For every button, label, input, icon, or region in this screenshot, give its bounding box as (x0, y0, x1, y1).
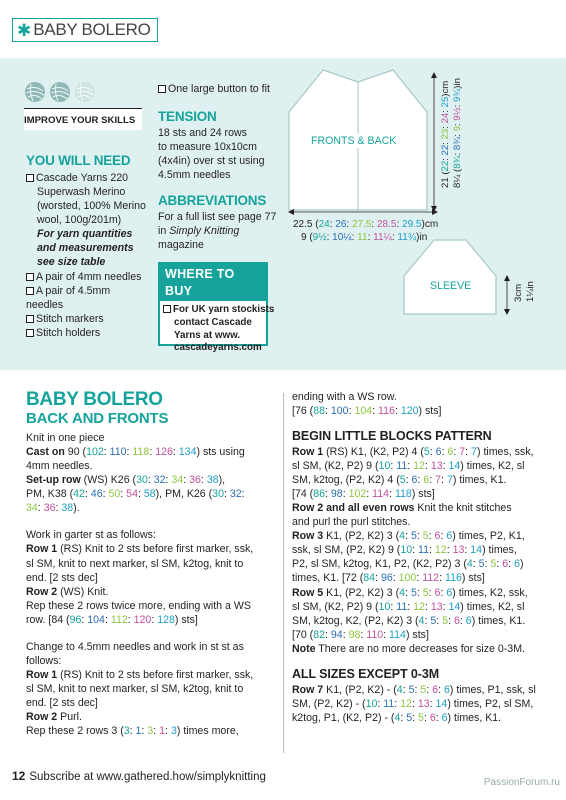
pattern-text: [70 (82: 94: 98: 110: 114) sts] (292, 628, 429, 641)
fronts-back-label: FRONTS & BACK (305, 134, 402, 148)
row-text: Row 1 (RS) Knit to 2 sts before first marker, ssk, (26, 669, 254, 682)
pattern-text: 34: 36: 38). (26, 502, 80, 515)
need-item: A pair of 4mm needles (36, 270, 142, 283)
sleeve-arrow (503, 275, 511, 315)
width-arrow (288, 208, 438, 216)
need-note: and measurements (37, 242, 134, 255)
tension-text: 18 sts and 24 rows (158, 127, 247, 140)
abbreviations-text: For a full list see page 77 (158, 211, 277, 224)
yarn-ball-icon (50, 82, 70, 102)
need-note: For yarn quantities (37, 228, 133, 241)
page-footer (12, 769, 266, 785)
pattern-text: and purl the purl stitches. (292, 516, 411, 529)
note-text: Note There are no more decreases for size 0-3M. (292, 642, 525, 655)
sleeve-cm: 3cm (513, 283, 524, 302)
sleeve-in: 1¼in (525, 281, 536, 302)
skills-label-box (24, 108, 142, 130)
pattern-text: SM, k2tog, (P2, K2) 4 (5: 6: 6: 7: 7) times, K1. (292, 473, 507, 486)
need-item: wool, 100g/201m) (37, 214, 122, 227)
row-text: Row 1 (RS) K1, (K2, P2) 4 (5: 6: 6: 7: 7) times, ssk, (292, 445, 534, 458)
checkbox-icon (26, 273, 34, 281)
need-item: A pair of 4.5mm (36, 284, 111, 297)
checkbox-icon (26, 315, 34, 323)
you-will-need-heading: YOU WILL NEED (26, 153, 131, 168)
need-item: Stitch markers (36, 312, 104, 325)
page-header (12, 18, 158, 42)
need-item: (worsted, 100% Merino (37, 200, 146, 213)
pattern-text: SM, (P2, K2) - (10: 11: 12: 13: 14) times, P2, sl SM, (292, 697, 534, 710)
row-text: Row 5 K1, (P2, K2) 3 (4: 5: 5: 6: 6) times, K2, ssk, (292, 586, 528, 599)
width-in: 9 (9½: 10¼: 11: 11¼: 11¾)in (301, 232, 428, 243)
asterisk-icon: ✱ (17, 20, 32, 40)
checkbox-icon (26, 287, 34, 295)
pattern-text: [76 (88: 100: 104: 116: 120) sts] (292, 405, 442, 418)
pattern-right-column (292, 390, 554, 725)
row-text: Row 3 K1, (P2, K2) 3 (4: 5: 5: 6: 6) times, P2, K1, (292, 530, 525, 543)
pattern-text: Knit in one piece (26, 431, 105, 444)
need-item: needles (26, 298, 64, 311)
skill-level-icons (25, 82, 100, 106)
pattern-subtitle: BACK AND FRONTS (26, 410, 169, 427)
checkbox-icon (158, 85, 166, 93)
skills-label: IMPROVE YOUR SKILLS (24, 115, 136, 126)
row-text: Row 2 (WS) Knit. (26, 585, 109, 598)
pattern-text: row. [84 (96: 104: 112: 120: 128) sts] (26, 613, 198, 626)
watermark: PassionForum.ru (483, 777, 560, 788)
pattern-title: BABY BOLERO (26, 389, 163, 410)
row-text: Row 1 (RS) Knit to 2 sts before first marker, ssk, (26, 543, 254, 556)
yarn-ball-icon (75, 82, 95, 102)
pattern-text: PM, K38 (42: 46: 50: 54: 58), PM, K26 (30: 32: (26, 488, 245, 501)
width-cm: 22.5 (24: 26: 27.5: 28.5: 29.5)cm (293, 219, 439, 230)
pattern-text: P2, sl SM, k2tog, K1, P2, (K2, P2) 3 (4: 5: 5: 6: 6) (292, 558, 524, 571)
height-in: 8¼ (8¾: 8¾: 9: 9½: 9¾)in (452, 78, 463, 188)
row-text: Row 2 Purl. (26, 711, 82, 724)
tension-text: to measure 10x10cm (158, 141, 257, 154)
sleeve-schematic (402, 238, 498, 316)
yarn-ball-icon (25, 82, 45, 102)
pattern-text: sl SM, knit to next marker, sl SM, k2tog, knit to (26, 557, 244, 570)
middle-column (158, 82, 290, 253)
abbreviations-text: in (158, 225, 170, 238)
stockist-url[interactable]: cascadeyarns.com (174, 342, 262, 354)
you-will-need (26, 152, 156, 340)
where-to-buy-box (158, 262, 275, 354)
height-arrow (430, 72, 438, 212)
page-number: 12 (12, 769, 26, 783)
pattern-text: Work in garter st as follows: (26, 529, 156, 542)
need-note: see size table (37, 256, 106, 269)
row-text: Row 7 K1, (P2, K2) - (4: 5: 5: 6: 6) times, P1, ssk, sl (292, 683, 536, 696)
pattern-text: k2tog, P1, (K2, P2) - (4: 5: 5: 6: 6) times, K1. (292, 711, 502, 724)
pattern-text: Rep these 2 rows 3 (3: 1: 3: 1: 3) times more, (26, 725, 239, 738)
pattern-text: [74 (86: 98: 102: 114: 118) sts] (292, 488, 435, 501)
checkbox-icon (163, 305, 171, 313)
subscribe-link[interactable]: Subscribe at www.gathered.how/simplyknitting (29, 771, 266, 783)
pattern-text: sl SM, (K2, P2) 9 (10: 11: 12: 13: 14) times, K2, sl (292, 459, 525, 472)
button-item: One large button to fit (168, 83, 270, 95)
little-blocks-heading: BEGIN LITTLE BLOCKS PATTERN (292, 429, 492, 444)
cast-on-text: Cast on 90 (102: 110: 118: 126: 134) sts using (26, 446, 245, 459)
where-to-buy-heading: WHERE TO BUY (160, 264, 266, 301)
tension-text: (4x4in) over st st using (158, 155, 265, 168)
pattern-text: follows: (26, 655, 62, 668)
column-divider (283, 393, 284, 753)
pattern-text: ending with a WS row. (292, 391, 397, 403)
where-to-buy-text: Yarns at www. (174, 329, 241, 341)
pattern-text: Rep these 2 rows twice more, ending with a WS (26, 599, 251, 612)
where-to-buy-text: contact Cascade (174, 316, 252, 328)
need-item: Superwash Merino (37, 186, 126, 199)
tension-heading: TENSION (158, 109, 217, 125)
pattern-text: sl SM, knit to next marker, sl SM, k2tog, knit to (26, 683, 244, 696)
pattern-text: times, K1. [72 (84: 96: 100: 112: 116) sts] (292, 572, 485, 585)
all-sizes-heading: ALL SIZES EXCEPT 0-3M (292, 666, 440, 681)
tension-text: 4.5mm needles (158, 169, 231, 182)
abbreviations-text: magazine (158, 239, 204, 252)
pattern-text: 4mm needles. (26, 460, 93, 473)
need-item: Stitch holders (36, 326, 101, 339)
pattern-text: SM, k2tog, K2, (P2, K2) 3 (4: 5: 5: 6: 6) times, K1. (292, 614, 526, 627)
abbreviations-heading: ABBREVIATIONS (158, 193, 267, 209)
row-text: Row 2 and all even rows Knit the knit stitches (292, 502, 512, 515)
pattern-text: end. [2 sts dec] (26, 571, 98, 584)
pattern-text: Change to 4.5mm needles and work in st st as (26, 640, 244, 653)
pattern-left-column (26, 390, 278, 739)
where-to-buy-text: For UK yarn stockists (173, 304, 275, 316)
header-title: BABY BOLERO (33, 19, 151, 39)
checkbox-icon (26, 174, 34, 182)
magazine-name: Simply Knitting (169, 225, 240, 238)
checkbox-icon (26, 329, 34, 337)
pattern-text: ssk, sl SM, (P2, K2) 9 (10: 11: 12: 13: 14) times, (292, 544, 517, 557)
setup-row-text: Set-up row (WS) K26 (30: 32: 34: 36: 38), (26, 474, 226, 487)
need-item: Cascade Yarns 220 (36, 171, 129, 184)
sleeve-label: SLEEVE (430, 280, 472, 292)
pattern-text: sl SM, (K2, P2) 9 (10: 11: 12: 13: 14) times, K2, sl (292, 600, 525, 613)
pattern-text: end. [2 sts dec] (26, 697, 98, 710)
height-cm: 21 (22: 22: 23: 24: 25)cm (440, 80, 451, 188)
